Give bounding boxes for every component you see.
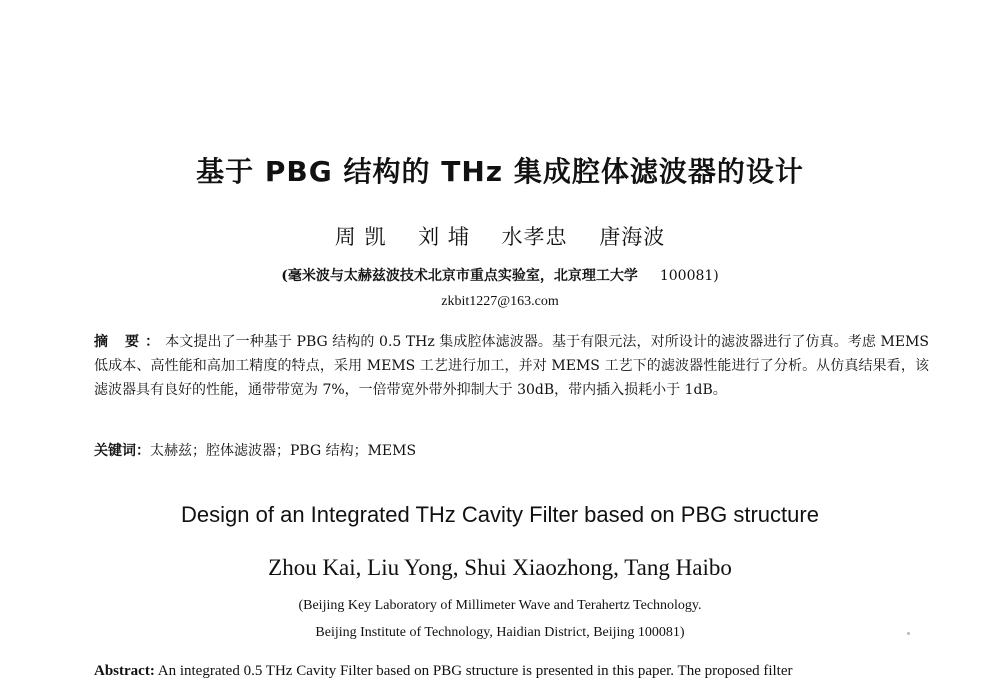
chinese-abstract bbox=[94, 330, 929, 402]
chinese-affiliation bbox=[0, 265, 1000, 285]
affiliation-text: (毫米波与太赫兹波技术北京市重点实验室，北京理工大学 bbox=[281, 268, 638, 284]
abstract-text: 本文提出了一种基于 PBG 结构的 0.5 THz 集成腔体滤波器。基于有限元法，对所设计的滤波器进行了仿真。考虑 MEMS 低成本、高性能和高加工精度的特点，采用 MEMS 工艺进行加工，并对 MEMS 工艺下的滤波器性能进行了分析。从仿真结果看，该滤波器具有良好的性能，通带带宽为 7%，一倍带宽外带外抑制大于 30dB，带内插入损耗小于 1dB。 bbox=[94, 334, 929, 398]
affiliation-zip: 100081) bbox=[659, 268, 719, 284]
english-abstract-text: An integrated 0.5 THz Cavity Filter based on PBG structure is presented in this paper. The proposed filter bbox=[157, 663, 793, 679]
english-abstract-label: Abstract: bbox=[94, 663, 155, 679]
keywords-text: 太赫兹；腔体滤波器；PBG 结构；MEMS bbox=[150, 443, 417, 459]
abstract-label: 摘 要： bbox=[94, 334, 166, 350]
keywords-label: 关键词： bbox=[94, 443, 150, 459]
author-email: zkbit1227@163.com bbox=[441, 294, 559, 309]
author-4: 唐海波 bbox=[599, 225, 666, 249]
english-abstract bbox=[94, 663, 934, 680]
scan-speck bbox=[907, 632, 910, 635]
english-affiliation-line-1: (Beijing Key Laboratory of Millimeter Wave and Terahertz Technology. bbox=[298, 598, 702, 613]
english-authors: Zhou Kai, Liu Yong, Shui Xiaozhong, Tang Haibo bbox=[268, 555, 732, 580]
author-2: 刘 埔 bbox=[418, 225, 470, 249]
chinese-authors bbox=[0, 221, 1000, 251]
author-1: 周 凯 bbox=[334, 225, 387, 249]
chinese-keywords bbox=[94, 440, 929, 462]
author-3: 水孝忠 bbox=[501, 225, 568, 249]
chinese-title: 基于 PBG 结构的 THz 集成腔体滤波器的设计 bbox=[196, 155, 804, 188]
english-affiliation-line-2: Beijing Institute of Technology, Haidian District, Beijing 100081) bbox=[315, 625, 685, 640]
english-title: Design of an Integrated THz Cavity Filter based on PBG structure bbox=[181, 502, 819, 527]
